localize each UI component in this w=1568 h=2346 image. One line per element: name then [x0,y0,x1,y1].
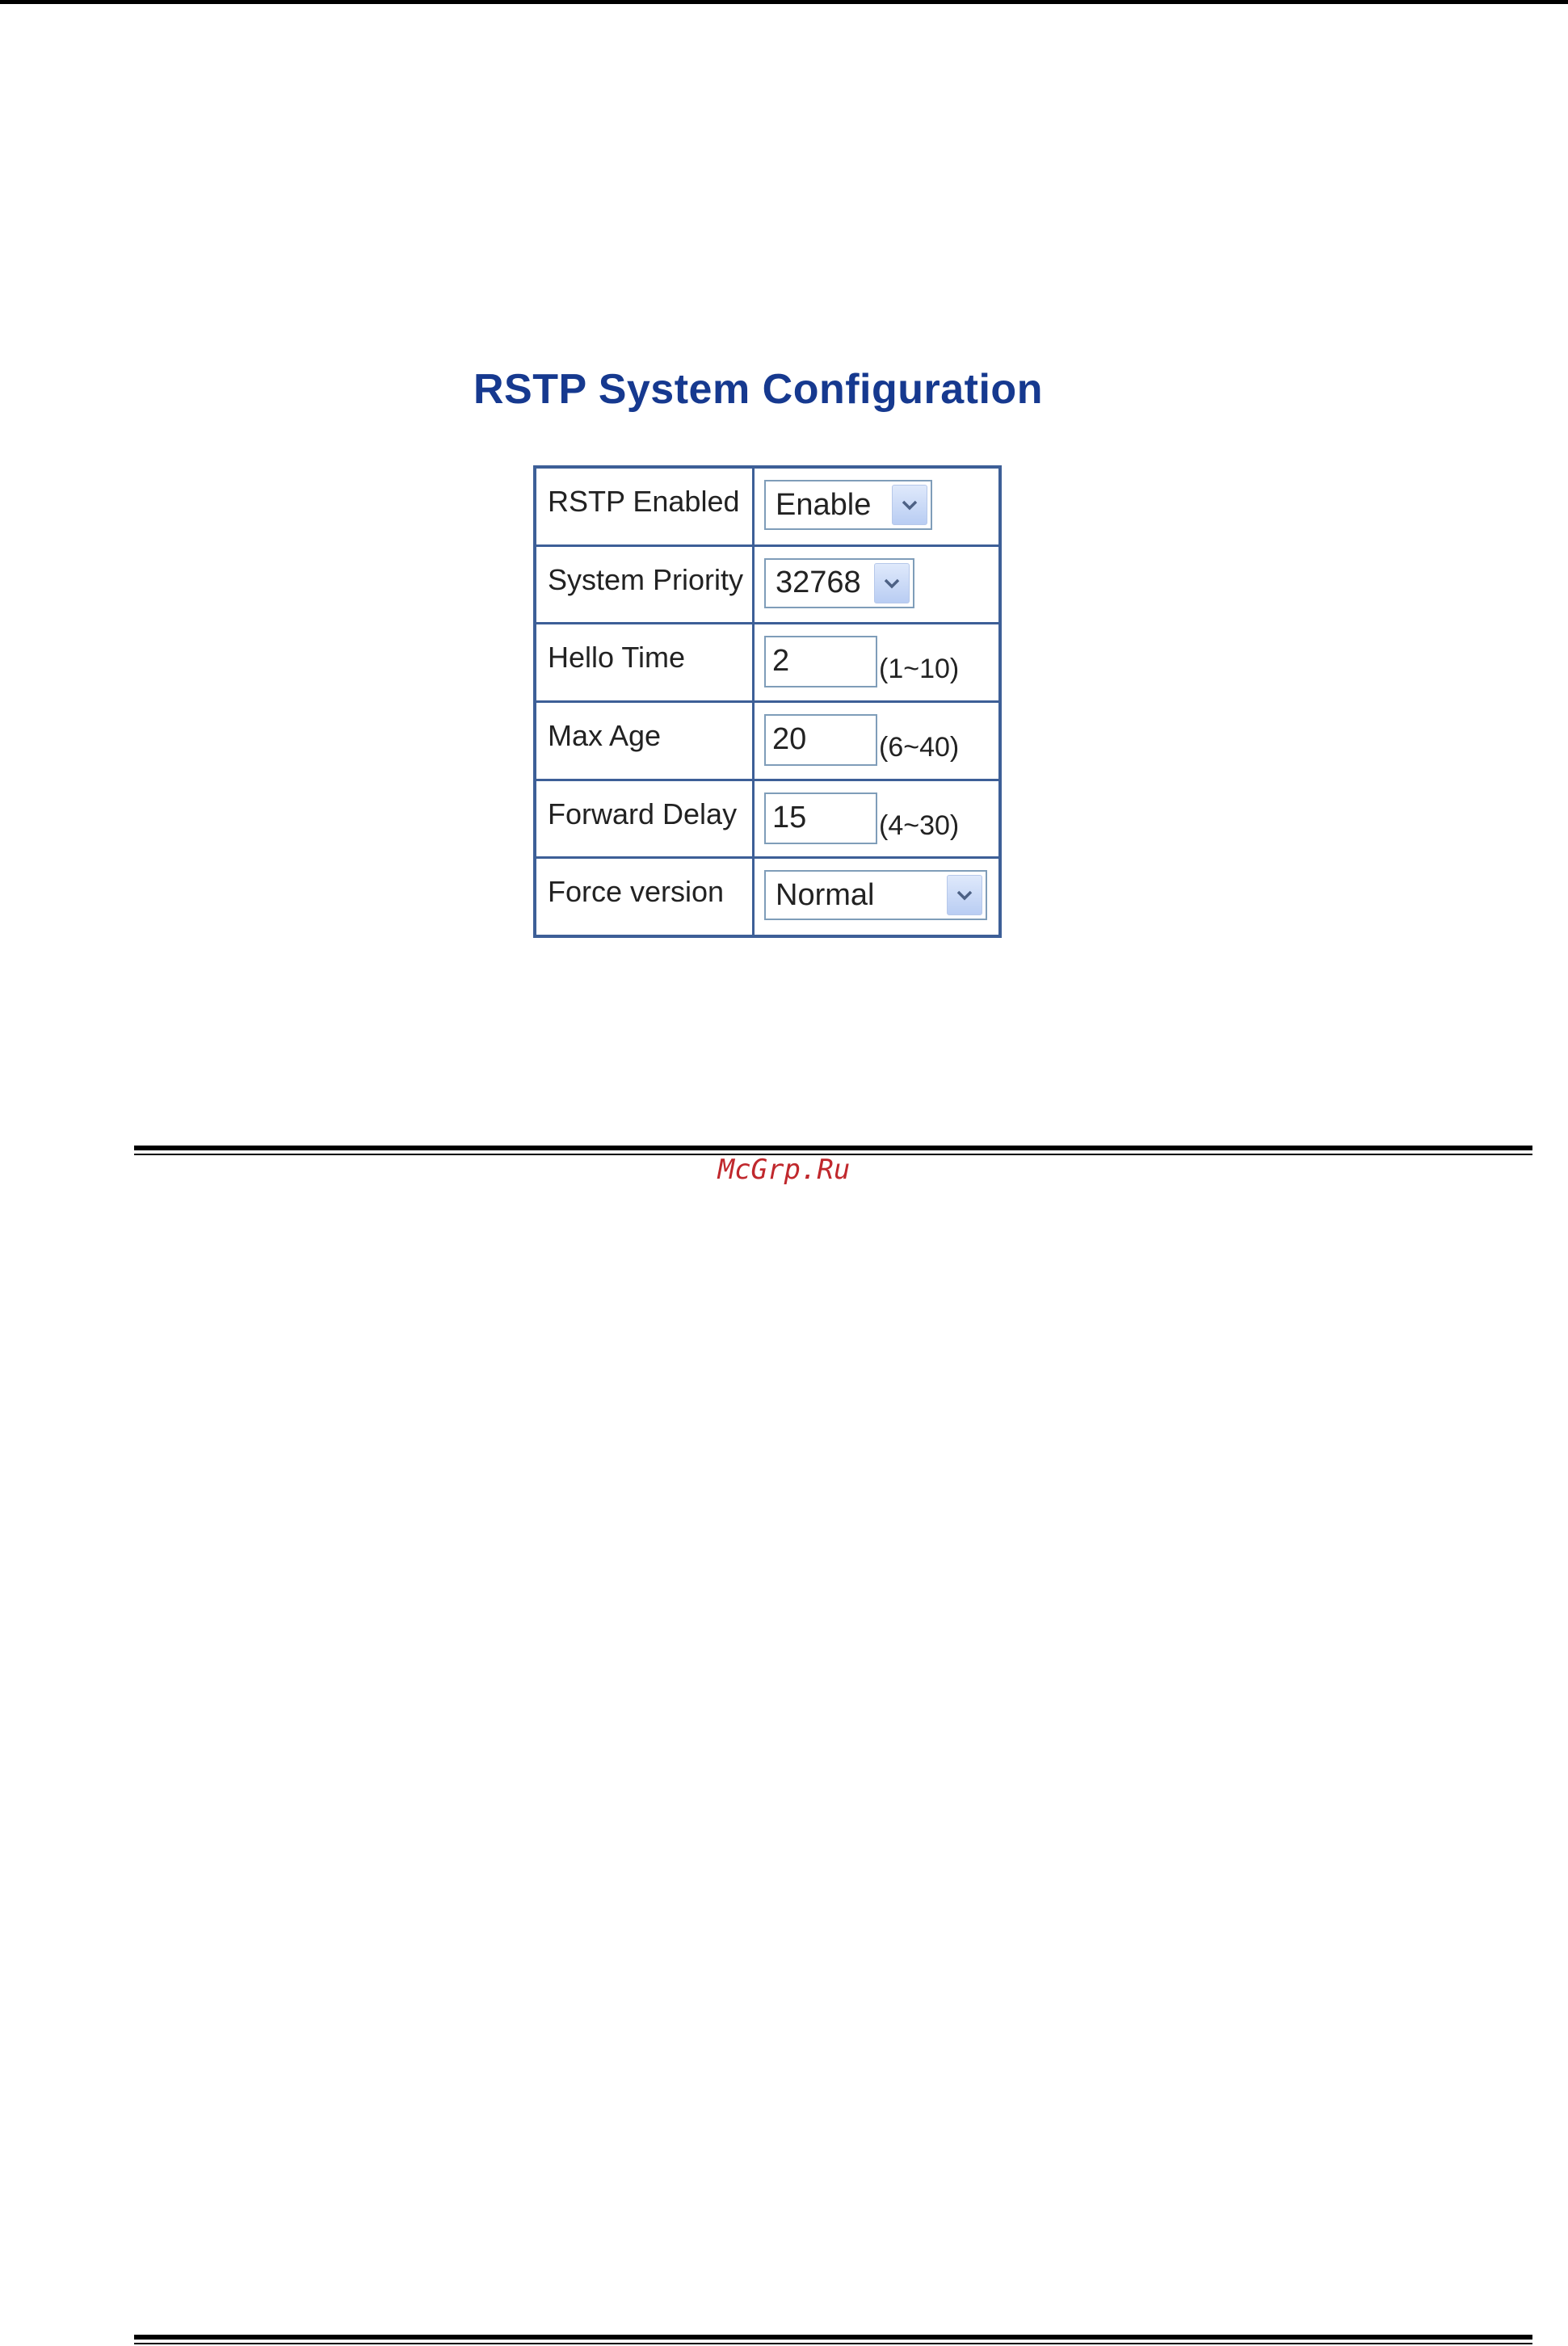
system-priority-select[interactable] [764,558,914,608]
row-rstp-enabled [536,469,998,547]
forward-delay-input[interactable]: 15 [764,793,877,844]
force-version-select[interactable] [764,870,987,920]
rstp-enabled-select[interactable] [764,480,932,530]
max-age-range: (6~40) [879,732,960,763]
max-age-cell [755,703,998,779]
rstp-enabled-cell [755,469,998,544]
hello-time-range: (1~10) [879,654,960,685]
force-version-value: Normal [776,877,875,912]
system-priority-cell [755,547,998,623]
chevron-down-icon[interactable] [874,563,910,603]
row-system-priority [536,547,998,625]
top-rule [0,0,1568,4]
forward-delay-range: (4~30) [879,809,960,841]
forward-delay-cell [755,781,998,857]
footer-divider-bottom [134,2335,1532,2344]
row-forward-delay [536,781,998,860]
watermark: McGrp.Ru [717,1154,851,1186]
system-priority-value: 32768 [776,565,861,600]
forward-delay-label: Forward Delay [536,781,755,857]
hello-time-input[interactable]: 2 [764,636,877,687]
page-title: RSTP System Configuration [473,366,1043,413]
rstp-enabled-label: RSTP Enabled [536,469,755,544]
rstp-enabled-value: Enable [776,487,872,522]
chevron-down-icon[interactable] [947,875,982,915]
force-version-label: Force version [536,859,755,935]
row-force-version [536,859,998,935]
max-age-input[interactable]: 20 [764,714,877,766]
force-version-cell [755,859,998,935]
rstp-config-table [533,465,1002,938]
row-hello-time [536,624,998,703]
chevron-down-icon[interactable] [892,485,927,525]
hello-time-label: Hello Time [536,624,755,700]
max-age-label: Max Age [536,703,755,779]
hello-time-cell [755,624,998,700]
system-priority-label: System Priority [536,547,755,623]
row-max-age [536,703,998,781]
